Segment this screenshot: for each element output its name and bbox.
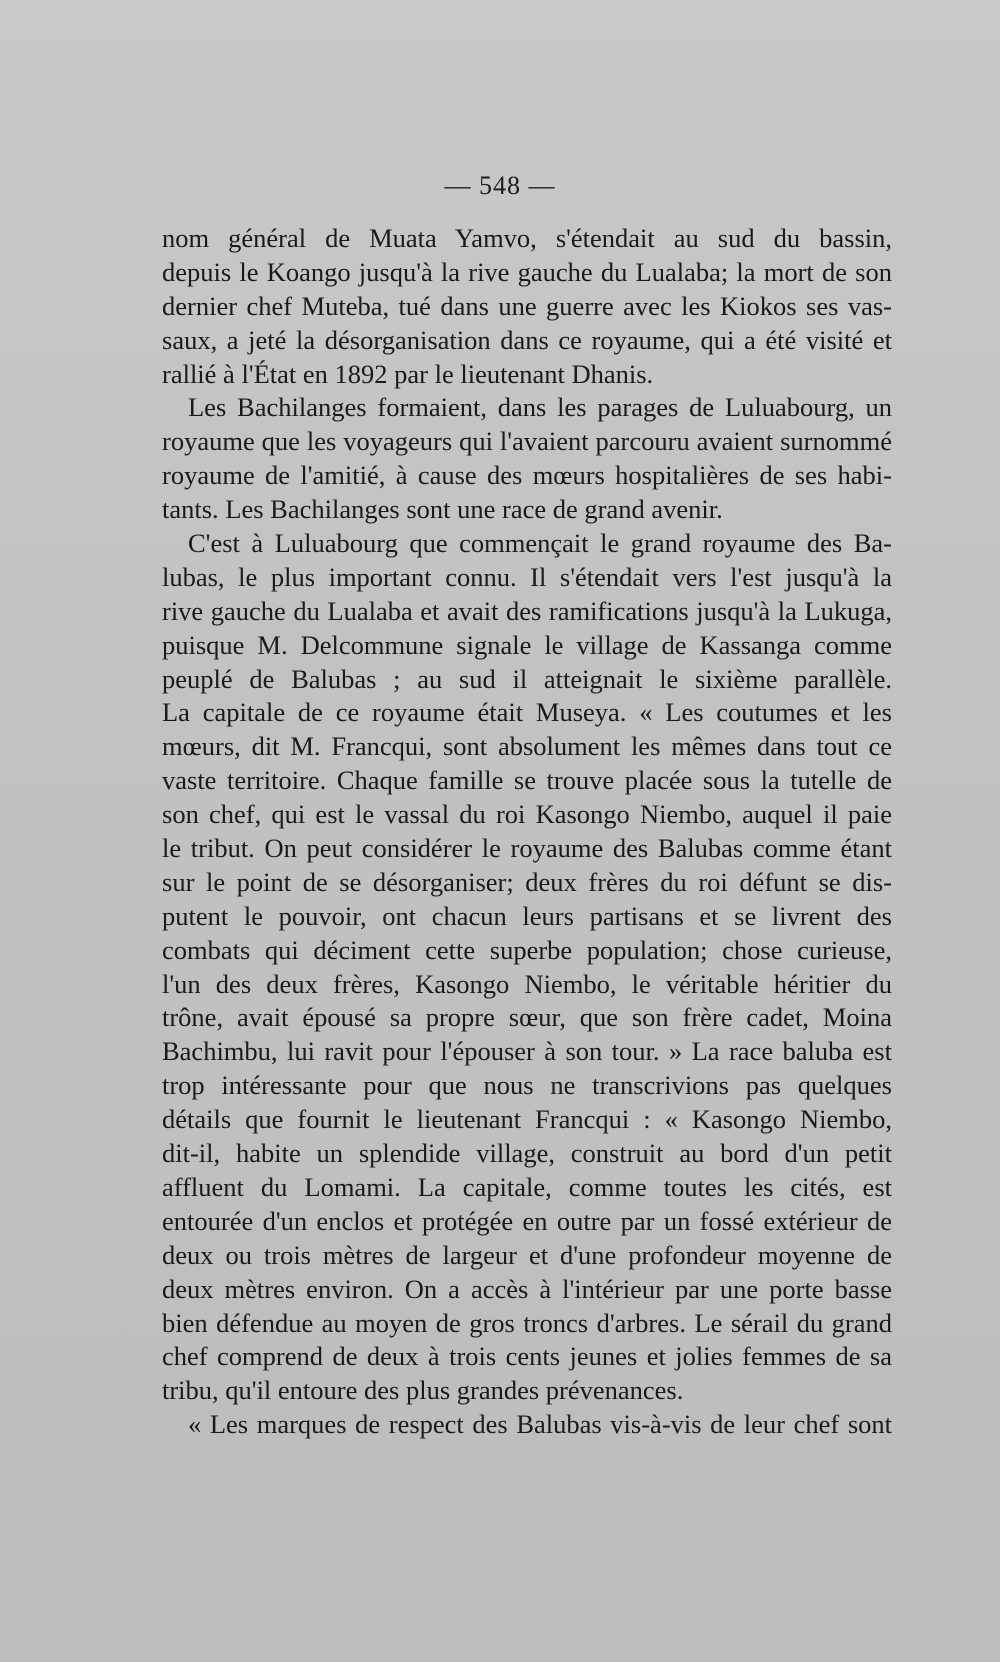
text-line: puisque M. Delcommune signale le village de Kassanga comme (162, 629, 892, 660)
text-line: royaume que les voyageurs qui l'avaient parcouru avaient surnommé (162, 426, 892, 457)
text-line: détails que fournit le lieutenant Francqui : « Kasongo Niembo, (162, 1104, 892, 1135)
text-line: deux ou trois mètres de largeur et d'une profondeur moyenne de (162, 1239, 892, 1270)
text-line: tribu, qu'il entoure des plus grandes prévenances. (162, 1375, 684, 1406)
text-line: affluent du Lomami. La capitale, comme toutes les cités, est (162, 1171, 892, 1202)
text-line: C'est à Luluabourg que commençait le grand royaume des Ba- (188, 528, 892, 559)
text-line: bien défendue au moyen de gros troncs d'arbres. Le sérail du grand (162, 1307, 892, 1338)
text-line: dit-il, habite un splendide village, construit au bord d'un petit (162, 1138, 892, 1169)
text-line: depuis le Koango jusqu'à la rive gauche du Lualaba; la mort de son (162, 256, 892, 287)
page-number: — 548 — (444, 171, 556, 200)
text-line: Les Bachilanges formaient, dans les parages de Luluabourg, un (188, 392, 892, 423)
text-line: tants. Les Bachilanges sont une race de grand avenir. (162, 494, 723, 525)
text-line: Bachimbu, lui ravit pour l'épouser à son tour. » La race baluba est (162, 1036, 892, 1067)
text-line: le tribut. On peut considérer le royaume des Balubas comme étant (162, 833, 892, 864)
text-line: chef comprend de deux à trois cents jeunes et jolies femmes de sa (162, 1341, 892, 1372)
text-line: son chef, qui est le vassal du roi Kasongo Niembo, auquel il paie (162, 799, 892, 830)
body-text (162, 222, 892, 1442)
text-line: royaume de l'amitié, à cause des mœurs hospitalières de ses habi- (162, 460, 892, 491)
text-line: « Les marques de respect des Balubas vis-à-vis de leur chef sont (188, 1409, 892, 1440)
text-line: rive gauche du Lualaba et avait des ramifications jusqu'à la Lukuga, (162, 595, 892, 626)
text-line: combats qui déciment cette superbe population; chose curieuse, (162, 934, 892, 965)
text-line: dernier chef Muteba, tué dans une guerre avec les Kiokos ses vas- (162, 290, 892, 321)
text-line: saux, a jeté la désorganisation dans ce royaume, qui a été visité et (162, 324, 892, 355)
text-line: l'un des deux frères, Kasongo Niembo, le véritable héritier du (162, 968, 892, 999)
text-line: rallié à l'État en 1892 par le lieutenant Dhanis. (162, 358, 654, 389)
text-line: trop intéressante pour que nous ne transcrivions pas quelques (162, 1070, 892, 1101)
text-line: vaste territoire. Chaque famille se trouve placée sous la tutelle de (162, 765, 892, 796)
text-line: putent le pouvoir, ont chacun leurs partisans et se livrent des (162, 900, 892, 931)
text-line: sur le point de se désorganiser; deux frères du roi défunt se dis- (162, 866, 892, 897)
text-line: mœurs, dit M. Francqui, sont absolument les mêmes dans tout ce (162, 731, 892, 762)
text-line: La capitale de ce royaume était Museya. « Les coutumes et les (162, 697, 892, 728)
text-line: entourée d'un enclos et protégée en outre par un fossé extérieur de (162, 1205, 892, 1236)
text-line: peuplé de Balubas ; au sud il atteignait le sixième parallèle. (162, 663, 892, 694)
text-line: deux mètres environ. On a accès à l'intérieur par une porte basse (162, 1273, 892, 1304)
text-line: nom général de Muata Yamvo, s'étendait au sud du bassin, (162, 223, 892, 253)
text-line: trône, avait épousé sa propre sœur, que son frère cadet, Moina (162, 1002, 892, 1033)
text-line: lubas, le plus important connu. Il s'étendait vers l'est jusqu'à la (162, 561, 892, 592)
